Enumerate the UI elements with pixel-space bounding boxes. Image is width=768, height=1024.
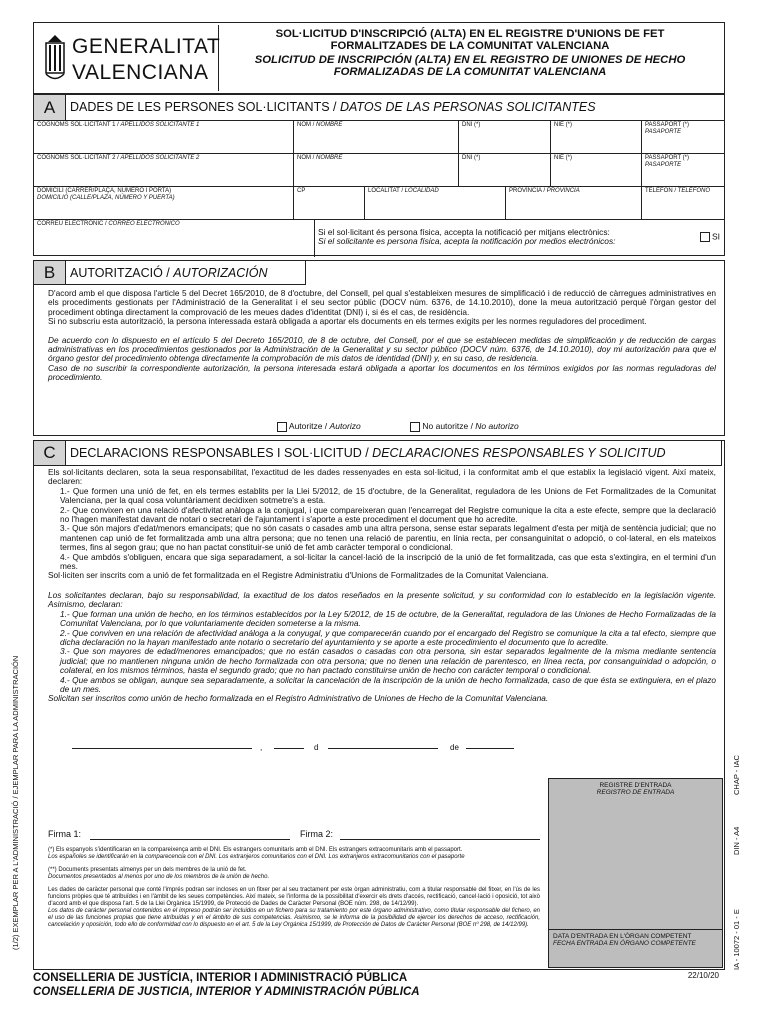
registry-entry-label: REGISTRE D'ENTRADA REGISTRO DE ENTRADA: [596, 782, 675, 796]
title-valencian-line-1: SOL·LICITUD D'INSCRIPCIÓ (ALTA) EN EL REGISTRE D'UNIONS DE FET: [275, 28, 665, 40]
province-field[interactable]: PROVÍNCIA / PROVINCIA: [505, 187, 641, 220]
title-valencian-line-2: FORMALITZADES DE LA COMUNITAT VALENCIANA: [330, 40, 610, 52]
revision-date: 22/10/20: [687, 971, 719, 980]
authorize-option[interactable]: Autoritze / Autorizo: [277, 421, 361, 432]
address-row: [34, 186, 724, 220]
name-2-field[interactable]: NOM / NOMBRE: [293, 154, 458, 187]
surname-2-field[interactable]: COGNOMS SOL·LICITANT 2 / APELLIDOS SOLICITANTE 2: [37, 155, 200, 161]
town-field[interactable]: LOCALITAT / LOCALIDAD: [364, 187, 505, 220]
logo-line-2: VALENCIANA: [72, 61, 209, 84]
declaration-es-3: 3.- Que son mayores de edad/menores emancipados; que no están casados o casadas con otra persona, sin estar separados legalmente de la misma mediante sentencia judicial; que no mantienen ninguna unión de hecho formalizada con otra persona; que no tienen una relación de parentesco, en línea recta, por consanguinidad o adopción, o colateral, en los mismos términos, hasta el segundo grado; que no han pactado constituirse unión de hecho con carácter temporal o condicional.: [60, 646, 716, 676]
section-a-title: DADES DE LES PERSONES SOL·LICITANTS / DATOS DE LAS PERSONAS SOLICITANTES: [70, 100, 596, 114]
address-field[interactable]: DOMICILI (CARRER/PLAÇA, NÚMERO I PORTA) DOMICILIO (CALLE/PLAZA, NÚMERO Y PUERTA): [37, 188, 175, 201]
note-identification-va: (*) Els espanyols s'identificaran en la compareixença amb el DNI. Els estrangers comunitaris amb el DNI. Els estrangers extracomunitaris amb el passaport.: [48, 847, 463, 853]
dni-1-field[interactable]: DNI (*): [458, 121, 550, 154]
authorization-va-2: Si no subscriu esta autorització, la persona interessada estarà obligada a aportar els documents en els termes exigits per les normes reguladores del procediment.: [48, 316, 647, 327]
form-code-chap: CHAP - IAC: [732, 755, 741, 795]
section-b-title: AUTORITZACIÓ / AUTORIZACIÓN: [70, 266, 268, 280]
applicant-2-row: [34, 153, 724, 187]
not-authorize-option[interactable]: No autoritze / No autorizo: [410, 421, 519, 432]
declaration-es-4: 4.- Que ambos se obligan, aunque sea separadamente, a solicitar la cancelación de la inscripción de la unión de hecho formalizada, caso de que ésta se extinguiera, en el plazo de un mes.: [60, 674, 716, 694]
coat-of-arms-icon: [44, 33, 66, 83]
title-spanish-line-2: FORMALIZADAS DE LA COMUNITAT VALENCIANA: [333, 66, 607, 78]
nie-2-field[interactable]: NIE (*): [550, 154, 641, 187]
generalitat-logo: [38, 25, 219, 91]
nie-1-field[interactable]: NIE (*): [550, 121, 641, 154]
declaration-es-1: 1.- Que forman una unión de hecho, en los términos establecidos por la Ley 5/2012, de 15 de octubre, de la Generalitat, reguladora de las Uniones de Hecho Formalizadas de la Comunitat Valenciana, por lo que voluntariamente deciden someterse a la misma.: [60, 608, 716, 629]
authorization-va-1: D'acord amb el que disposa l'article 5 del Decret 165/2010, de 8 d'octubre, del Consell, pel qual s'estableixen mesures de simplificació i de reducció de càrregues administratives en els procediments gestionats per l'Administració de la Generalitat i el seu sector públic (DOCV núm. 6376, de 14.10.2010), done la meua autorització perquè l'òrgan gestor del procediment obtinga directament la comprovació de les meues dades d'identitat (DNI) i, si és el cas, de residència.: [48, 288, 716, 317]
authorize-checkbox[interactable]: [277, 422, 287, 432]
section-a-letter: A: [34, 95, 66, 120]
postal-code-field[interactable]: CP: [293, 187, 364, 220]
department-va: CONSELLERIA DE JUSTÍCIA, INTERIOR I ADMINISTRACIÓ PÚBLICA: [33, 972, 408, 984]
notification-yes-option[interactable]: SI: [700, 232, 720, 242]
declaration-va-4: 4.- Que ambdós s'obliguen, encara que siga separadament, a sol·licitar la cancel·lació de la inscripció de la unió de fet formalitzada, cas que esta s'extingira, en el termini d'un mes.: [60, 551, 716, 572]
authorization-text: [48, 289, 716, 383]
notification-text-es: Si el solicitante es persona física, acepta la notificación por medios electrónicos:: [318, 236, 616, 246]
privacy-va: Les dades de caràcter personal que conté l'imprés podran ser incloses en un fitxer per al seu tractament per este òrgan administratiu, com a titular responsable del fitxer, en l'ús de les funcions pròpies que té atribuïdes i en l'àmbit de les seues competències. Així mateix, se l'informa de la possibilitat d'exercir els drets d'accés, rectificació, cancel·lació i oposició, tot això d'acord amb el que disposa l'art. 5 de la Llei Orgànica 15/1999, de Protecció de Dades de Caràcter Personal (BOE núm. 298, de 14/12/99).: [48, 887, 540, 907]
email-row: [34, 219, 724, 257]
note-documents-va: (**) Documents presentats almenys per un dels membres de la unió de fet.: [48, 867, 247, 873]
declarations-intro-va: Els sol·licitants declaren, sota la seua responsabilitat, l'exactitud de les dades ressenyades en esta sol·licitud, i la conformitat amb el que establix la legislació vigent. Així mateix, declaren:: [48, 467, 716, 487]
not-authorize-checkbox[interactable]: [410, 422, 420, 432]
declaration-va-3: 3.- Que són majors d'edat/menors emancipats; que no són casats o casades amb una altra persona, sense estar separats legalment d'esta per mitjà de sentència judicial; que no mantenen cap unió de fet formalitzada amb una altra persona; que no tenen una relació de parentiu, en línia recta, per consanguinitat o adopció, o col·lateral, en els mateixos termes, fins al segon grau; que no han pactat constituir-se unió de fet amb caràcter temporal o condicional.: [60, 523, 716, 553]
declaration-es-2: 2.- Que conviven en una relación de afectividad análoga a la conyugal, y que comparecerán cuando por el encargado del Registro se comunique la cita a tal efecto, siempre que dicha declaración no la hayan manifestado ante notario o secretario del ayuntamiento y se aporte a este procedimiento el documento que lo acredite.: [60, 627, 716, 647]
section-a: [33, 94, 725, 256]
place-field[interactable]: [72, 748, 252, 749]
phone-field[interactable]: TELÈFON / TELÉFONO: [641, 187, 726, 220]
date-d-label: d: [314, 743, 319, 752]
section-c-title: DECLARACIONS RESPONSABLES I SOL·LICITUD / DECLARACIONES RESPONSABLES Y SOLICITUD: [70, 446, 666, 460]
authorization-es-1: De acuerdo con lo dispuesto en el artículo 5 del Decreto 165/2010, de 8 de octubre, del Consell, por el que se establecen medidas de simplificación y de reducción de cargas administrativas en los procedimientos gestionados por la Administración de la Generalitat y su sector público (DOCV núm. 6376, de 14.10.2010), doy mi autorización para que el órgano gestor del procedimiento obtenga directamente la comprobación de mis datos de identidad (DNI) y, en su caso, de residencia.: [48, 334, 716, 364]
passport-2-field[interactable]: PASSAPORT (*) PASAPORTE: [641, 154, 726, 187]
date-de-label: de: [450, 743, 459, 752]
title-spanish-line-1: SOLICITUD DE INSCRIPCIÓN (ALTA) EN EL REGISTRO DE UNIONES DE HECHO: [254, 54, 686, 66]
note-documents-es: Documentos presentados al menos por uno de los miembros de la unión de hecho.: [48, 874, 270, 880]
registry-date-label: DATA D'ENTRADA EN L'ÒRGAN COMPETENT FECHA ENTRADA EN ÓRGANO COMPETENTE: [549, 929, 722, 950]
form-title: [220, 28, 720, 78]
form-code-din: DIN - A4: [732, 826, 741, 855]
section-b: [33, 260, 725, 436]
name-1-field[interactable]: NOM / NOMBRE: [293, 121, 458, 154]
month-field[interactable]: [328, 748, 438, 749]
day-field[interactable]: [274, 748, 304, 749]
authorization-es-2: Caso de no suscribir la correspondiente autorización, la persona interesada estará obligada a aportar los documentos en los términos exigidos por las normas reguladoras del procedimiento.: [48, 362, 716, 383]
signature-2-label: Firma 2:: [300, 829, 334, 839]
signature-1-label: Firma 1:: [48, 829, 82, 839]
surname-1-field[interactable]: COGNOMS SOL·LICITANT 1 / APELLIDOS SOLICITANTE 1: [37, 122, 200, 128]
request-es: Solicitan ser inscritos como unión de hecho formalizada en el Registro Administrativo de Uniones de Hecho de la Comunitat Valenciana.: [48, 693, 549, 704]
electronic-notification: [314, 220, 726, 257]
section-b-letter: B: [34, 261, 66, 285]
header: [33, 22, 725, 94]
dni-2-field[interactable]: DNI (*): [458, 154, 550, 187]
section-c-letter: C: [34, 441, 66, 466]
logo-line-1: GENERALITAT: [72, 35, 221, 58]
applicant-1-row: [34, 120, 724, 154]
section-c: [33, 440, 725, 970]
declarations-intro-es: Los solicitantes declaran, bajo su responsabilidad, la exactitud de los datos reseñados en la presente solicitud, y su conformidad con lo establecido en la legislación vigente. Asimismo, declaran:: [48, 589, 716, 610]
date-comma: ,: [260, 743, 263, 752]
email-field[interactable]: CORREU ELECTRÒNIC / CORREO ELECTRÓNICO: [37, 221, 180, 227]
signature-1-field[interactable]: [90, 839, 290, 840]
privacy-es: Los datos de carácter personal contenidos en el impreso podrán ser incluidos en un fichero para su tratamiento por este órgano administrativo, como titular responsable del fichero, en el uso de las funciones propias que tiene atribuidas y en el ámbito de sus competencias. Asimismo, se le informa de la posibilidad de ejercer los derechos de acceso, rectificación, cancelación y oposición, todo ello de conformidad con lo dispuesto en el art. 5 de la Ley Orgánica 15/1999, de Protección de Datos de Carácter Personal (BOE nº 298, de 14/12/99).: [48, 908, 540, 928]
note-identification-es: Los españoles se identificarán en la comparecencia con el DNI. Los extranjeros comunitarios con el DNI. Los extranjeros extracomunitarios con el pasaporte: [48, 854, 465, 860]
year-field[interactable]: [466, 748, 514, 749]
declarations-text: [48, 468, 716, 704]
notification-text-va: Si el sol·licitant és persona física, accepta la notificació per mitjans electrònics:: [318, 227, 610, 237]
notification-checkbox[interactable]: [700, 232, 710, 242]
footer: [33, 971, 725, 999]
notes: [48, 847, 540, 929]
department-es: CONSELLERIA DE JUSTICIA, INTERIOR Y ADMINISTRACIÓN PÚBLICA: [33, 986, 420, 998]
form-code-ia: IA - 10072 - 01 - E: [732, 909, 741, 970]
declaration-va-1: 1.- Que formen una unió de fet, en els termes establits per la Llei 5/2012, de 15 d'octubre, de la Generalitat, reguladora de les Unions de Fet Formalitzades de la Comunitat Valenciana, per la qual cosa voluntàriament decidixen sotmetre's a esta.: [60, 485, 716, 506]
passport-1-field[interactable]: PASSAPORT (*) PASAPORTE: [641, 121, 726, 154]
registry-box: [548, 778, 723, 968]
declaration-va-2: 2.- Que convixen en una relació d'afectivitat anàloga a la conjugal, i que compareixeran quan l'encarregat del Registre comunique la cita a este efecte, sempre que la declaració no l'hagen manifestat davant de notari o secretari de l'ajuntament i s'aporte a este procediment el document que ho acredite.: [60, 504, 716, 525]
copy-label: (1/2) EXEMPLAR PER A L'ADMINISTRACIÓ / EJEMPLAR PARA LA ADMINISTRACIÓN: [11, 655, 20, 950]
signature-2-field[interactable]: [340, 839, 540, 840]
request-va: Sol·liciten ser inscrits com a unió de fet formalitzada en el Registre Administratiu d'Unions de Formalitzades de la Comunitat Valenciana.: [48, 570, 549, 581]
